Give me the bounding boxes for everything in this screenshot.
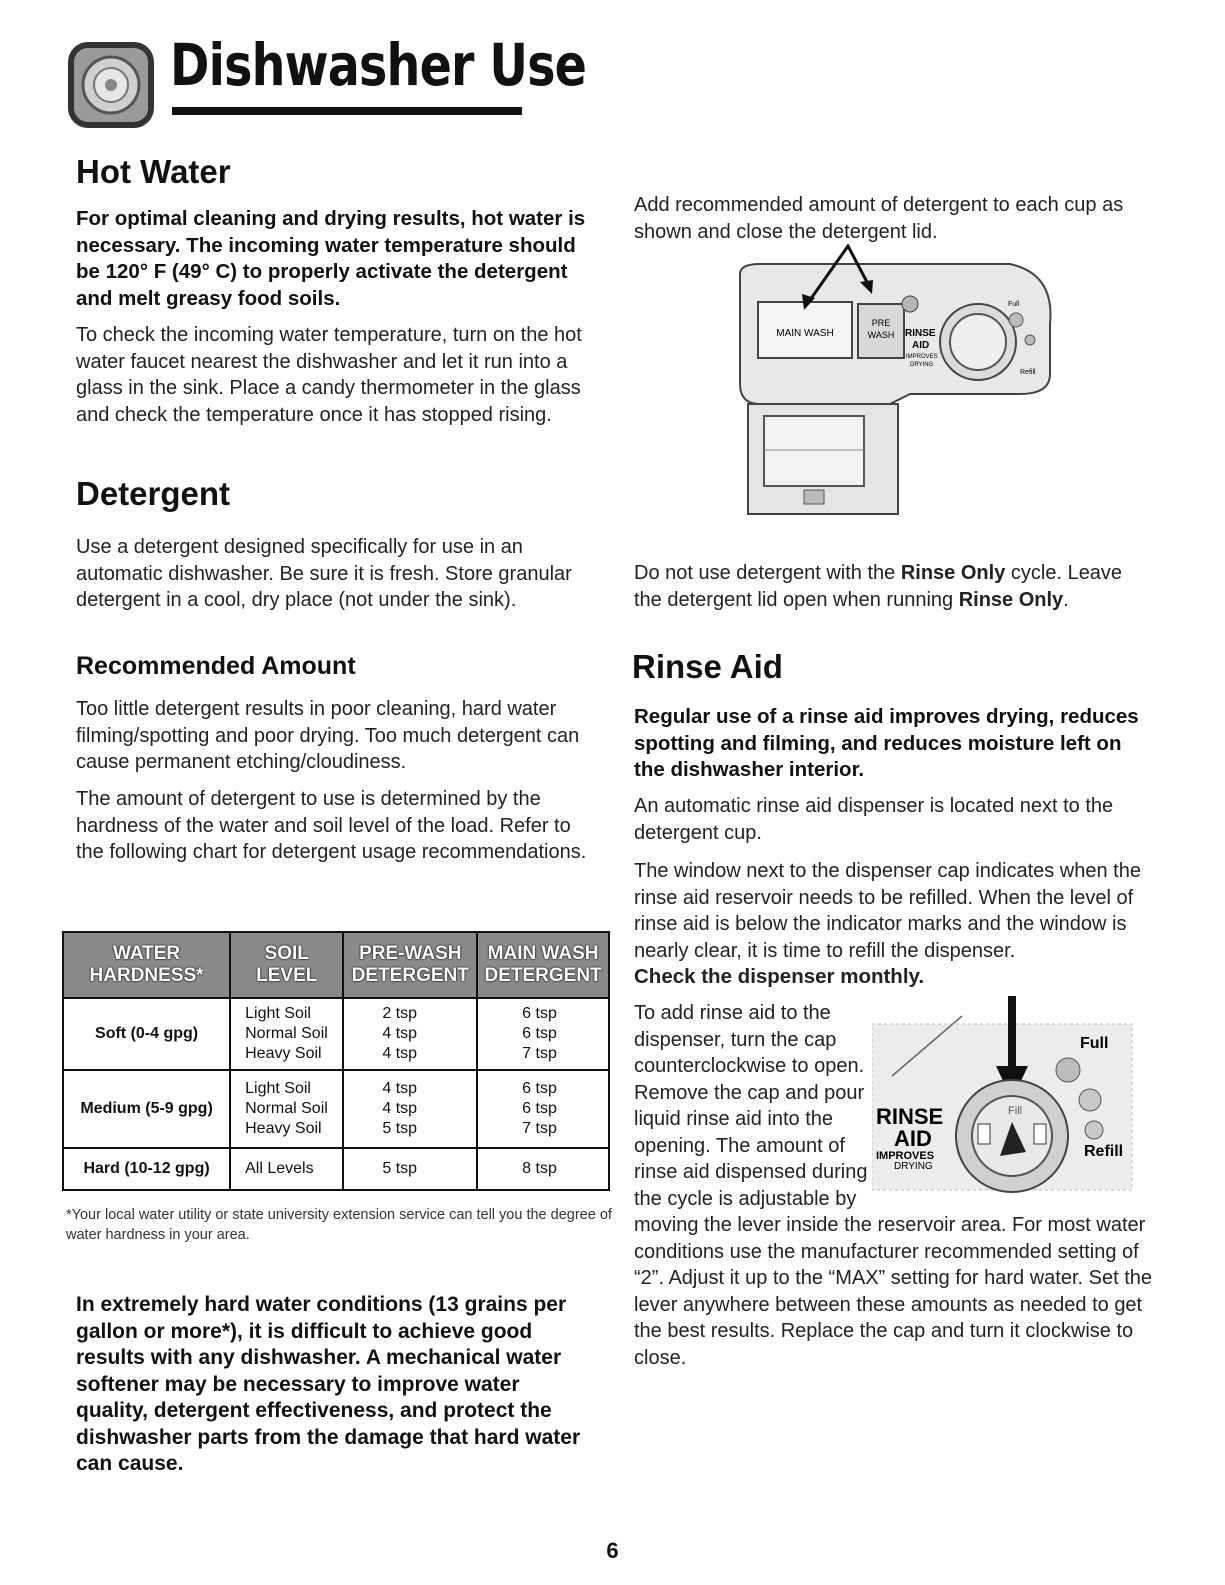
full-label: Full: [1008, 301, 1020, 308]
mainwash-cell: 6 tsp 6 tsp 7 tsp: [477, 1070, 609, 1148]
prewash-cell: 4 tsp 4 tsp 5 tsp: [343, 1070, 477, 1148]
hot-water-heading: Hot Water: [76, 153, 231, 190]
improves-label: IMPROVES: [906, 354, 938, 360]
drying-label: DRYING: [910, 362, 934, 368]
table-header: SOIL LEVEL: [230, 932, 343, 998]
table-row: [63, 1148, 609, 1190]
main-wash-label: MAIN WASH: [776, 328, 834, 339]
table-footnote: *Your local water utility or state university extension service can tell you the degree of water hardness in your area.: [66, 1207, 612, 1243]
rinse-aid-p1: An automatic rinse aid dispenser is located next to the detergent cup.: [634, 795, 1114, 844]
full-label: Full: [1080, 1035, 1109, 1052]
fill-label: Fill: [1008, 1105, 1023, 1117]
rinse-aid-heading: Rinse Aid: [632, 648, 783, 685]
rinse-only-text: Do not use detergent with the Rinse Only cycle. Leave the detergent lid open when running Rinse Only.: [634, 562, 1123, 611]
pre-label: PRE: [871, 318, 891, 328]
aid-label: AID: [912, 340, 930, 351]
wash-label: WASH: [867, 330, 895, 340]
rinse-only-bold: Rinse Only: [900, 562, 1006, 584]
detergent-body: Use a detergent designed specifically for use in an automatic dishwasher. Be sure it is fresh. Store granular detergent in a cool, dry place (not under the sink).: [76, 536, 572, 611]
rinse-label: RINSE: [876, 1104, 944, 1129]
hardness-cell: Medium (5-9 gpg): [63, 1070, 230, 1148]
aid-label: AID: [894, 1126, 932, 1151]
recommended-amount-heading: Recommended Amount: [76, 652, 356, 680]
prewash-cell: 5 tsp: [343, 1148, 477, 1190]
table-row: [63, 998, 609, 1070]
hardness-cell: Hard (10-12 gpg): [63, 1148, 230, 1190]
detergent-heading: Detergent: [76, 475, 231, 512]
improves-label: IMPROVES: [876, 1150, 935, 1162]
mainwash-cell: 6 tsp 6 tsp 7 tsp: [477, 998, 609, 1070]
rinse-aid-p3-lines: To add rinse aid to the dispenser, turn the cap counterclockwise to open. Remove the cap and pour liquid rinse aid into the opening. The amount of rinse aid dispensed during the cycle is adjustable by: [634, 1002, 868, 1210]
table-row: [63, 1070, 609, 1148]
hard-water-note: In extremely hard water conditions (13 grains per gallon or more*), it is difficult to achieve good results with any dishwasher. A mechanical water softener may be necessary to improve water quality, detergent effectiveness, and protect the dishwasher parts from the damage that hard water can cause.: [76, 1293, 581, 1475]
hardness-cell: Soft (0-4 gpg): [63, 998, 230, 1070]
recommended-p1: Too little detergent results in poor cleaning, hard water filming/spotting and poor drying. Too much detergent can cause permanent etching/cloudiness.: [76, 698, 580, 773]
check-monthly: Check the dispenser monthly.: [634, 965, 925, 988]
rinse-aid-p3-rest: moving the lever inside the reservoir area. For most water conditions use the manufacturer recommended setting of “2”. Adjust it up to the “MAX” setting for hard water. Set the lever anywhere between these amounts as needed to get the best results. Replace the cap and turn it clockwise to close.: [634, 1214, 1153, 1369]
page-title: Dishwasher Use: [170, 31, 587, 99]
rinse-aid-dial-figure: [872, 996, 1134, 1194]
soil-cell: All Levels: [230, 1148, 343, 1190]
hot-water-body: To check the incoming water temperature, turn on the hot water faucet nearest the dishwasher and let it run into a glass in the sink. Place a candy thermometer in the glass and check the temperature once it has stopped rising.: [76, 324, 582, 426]
title-underline: [172, 107, 522, 115]
table-header: WATER HARDNESS*: [63, 932, 230, 998]
rinse-only-bold: Rinse Only: [958, 588, 1064, 611]
prewash-cell: 2 tsp 4 tsp 4 tsp: [343, 998, 477, 1070]
drying-label: DRYING: [894, 1161, 933, 1172]
add-detergent-text: Add recommended amount of detergent to each cup as shown and close the detergent lid.: [634, 194, 1124, 243]
mainwash-cell: 8 tsp: [477, 1148, 609, 1190]
rinse-aid-lead: Regular use of a rinse aid improves drying, reduces spotting and filming, and reduces moisture left on the dishwasher interior.: [634, 705, 1139, 781]
detergent-dispenser-figure: [720, 244, 1060, 526]
page-number: 6: [606, 1538, 619, 1563]
rinse-aid-p2: The window next to the dispenser cap indicates when the rinse aid reservoir needs to be refilled. When the level of rinse aid is below the indicator marks and the window is nearly clear, it is time to refill the dispenser. Check the dispenser monthly.: [634, 858, 1154, 991]
refill-label: Refill: [1020, 369, 1036, 376]
hot-water-lead: For optimal cleaning and drying results, hot water is necessary. The incoming water temperature should be 120° F (49° C) to properly activate the detergent and melt greasy food soils.: [76, 207, 586, 310]
table-header: PRE-WASH DETERGENT: [343, 932, 477, 998]
dishwasher-logo-icon: [66, 40, 156, 130]
rinse-label: RINSE: [905, 328, 936, 339]
soil-cell: Light Soil Normal Soil Heavy Soil: [230, 998, 343, 1070]
refill-label: Refill: [1084, 1143, 1124, 1160]
detergent-chart-table: [62, 931, 610, 1191]
soil-cell: Light Soil Normal Soil Heavy Soil: [230, 1070, 343, 1148]
table-header: MAIN WASH DETERGENT: [477, 932, 609, 998]
recommended-p2: The amount of detergent to use is determined by the hardness of the water and soil level of the load. Refer to the following chart for detergent usage recommendations.: [76, 788, 587, 863]
